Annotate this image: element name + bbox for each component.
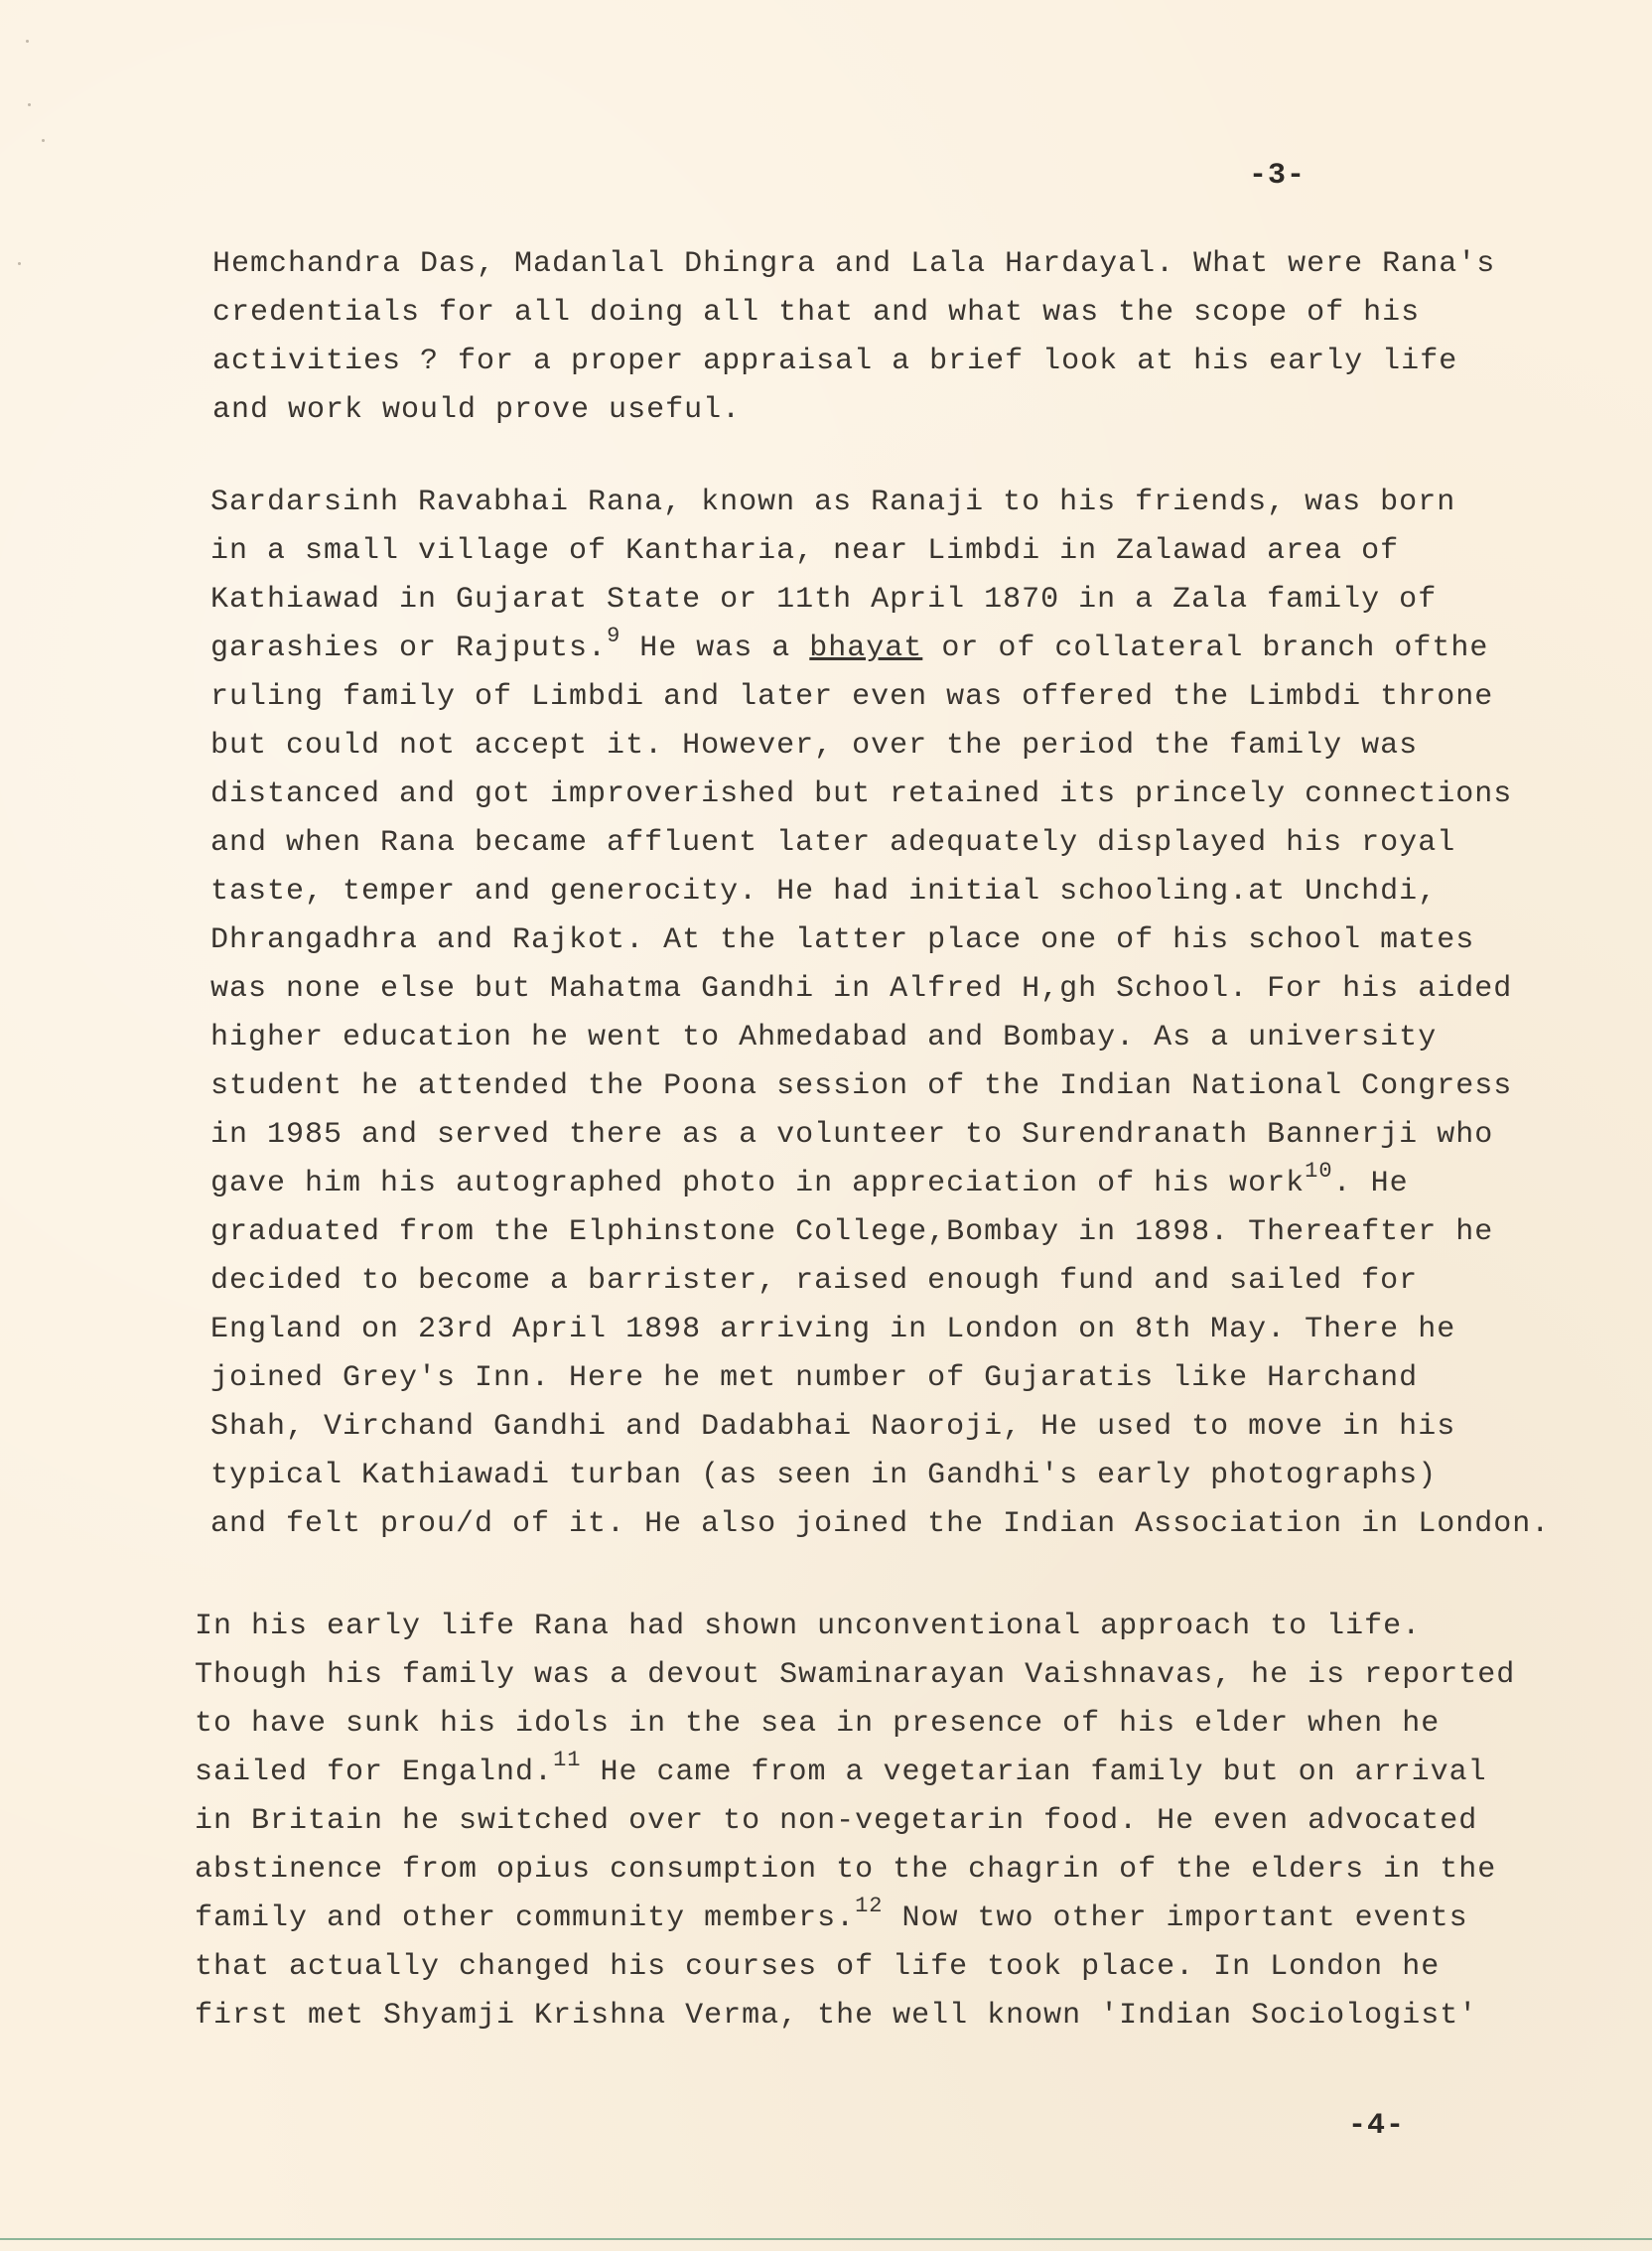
- text-segment: He was a: [620, 632, 810, 665]
- paragraph-2: [210, 479, 1600, 1549]
- text-line-with-footnote: [210, 1160, 1600, 1208]
- text-line: Though his family was a devout Swaminarayan Vaishnavas, he is reported: [195, 1658, 1516, 1692]
- text-line: decided to become a barrister, raised enough fund and sailed for: [210, 1264, 1419, 1298]
- text-line: first met Shyamji Krishna Verma, the well known 'Indian Sociologist': [195, 1999, 1478, 2033]
- paragraph-3: [195, 1603, 1584, 2040]
- text-segment: Now two other important events: [883, 1901, 1468, 1935]
- text-line: abstinence from opius consumption to the chagrin of the elders in the: [195, 1853, 1497, 1887]
- text-segment: or of collateral branch ofthe: [922, 632, 1489, 665]
- text-segment: . He: [1332, 1167, 1409, 1200]
- page-number-top: -3-: [1249, 159, 1307, 193]
- text-line: typical Kathiawadi turban (as seen in Gandhi's early photographs): [210, 1459, 1438, 1492]
- text-segment: family and other community members.: [195, 1901, 856, 1935]
- text-segment: He came from a vegetarian family but on arrival: [581, 1756, 1487, 1789]
- text-line: credentials for all doing all that and what was the scope of his: [212, 296, 1421, 330]
- text-line-with-footnote: [210, 625, 1600, 673]
- text-line: and felt prou/d of it. He also joined the Indian Association in London.: [210, 1507, 1551, 1541]
- text-line: Sardarsinh Ravabhai Rana, known as Ranaji to his friends, was born: [210, 486, 1456, 519]
- text-line: in a small village of Kantharia, near Limbdi in Zalawad area of: [210, 534, 1400, 568]
- footnote-marker: 12: [855, 1894, 884, 1918]
- text-line: Dhrangadhra and Rajkot. At the latter place one of his school mates: [210, 923, 1475, 957]
- text-line: but could not accept it. However, over the period the family was: [210, 729, 1419, 763]
- text-line: In his early life Rana had shown unconventional approach to life.: [195, 1610, 1422, 1643]
- text-line: student he attended the Poona session of the Indian National Congress: [210, 1069, 1513, 1103]
- text-line: and when Rana became affluent later adequately displayed his royal: [210, 826, 1456, 860]
- paper-speck: [26, 40, 29, 43]
- text-line: Shah, Virchand Gandhi and Dadabhai Naoroji, He used to move in his: [210, 1410, 1456, 1444]
- text-line: to have sunk his idols in the sea in presence of his elder when he: [195, 1707, 1441, 1741]
- text-line: that actually changed his courses of life took place. In London he: [195, 1950, 1441, 1984]
- text-line: in Britain he switched over to non-vegetarin food. He even advocated: [195, 1804, 1478, 1838]
- text-line: and work would prove useful.: [212, 393, 742, 427]
- text-line: Kathiawad in Gujarat State or 11th April 1870 in a Zala family of: [210, 583, 1438, 617]
- text-segment: gave him his autographed photo in appreciation of his work: [210, 1167, 1306, 1200]
- footnote-marker: 10: [1305, 1159, 1333, 1184]
- paper-speck: [28, 103, 31, 106]
- paper-speck: [42, 139, 45, 142]
- text-line: England on 23rd April 1898 arriving in London on 8th May. There he: [210, 1313, 1456, 1346]
- footnote-marker: 9: [607, 624, 621, 648]
- text-line: graduated from the Elphinstone College,Bombay in 1898. Thereafter he: [210, 1215, 1494, 1249]
- bottom-edge-line: [0, 2238, 1652, 2240]
- text-line: taste, temper and generocity. He had initial schooling.at Unchdi,: [210, 875, 1438, 909]
- text-line: activities ? for a proper appraisal a brief look at his early life: [212, 345, 1458, 378]
- text-line: was none else but Mahatma Gandhi in Alfred H,gh School. For his aided: [210, 972, 1513, 1006]
- text-line: Hemchandra Das, Madanlal Dhingra and Lala Hardayal. What were Rana's: [212, 247, 1496, 281]
- text-line: higher education he went to Ahmedabad and Bombay. As a university: [210, 1021, 1438, 1055]
- underlined-term: bhayat: [809, 632, 923, 665]
- text-line: joined Grey's Inn. Here he met number of Gujaratis like Harchand: [210, 1361, 1419, 1395]
- page-number-bottom: -4-: [1348, 2109, 1406, 2143]
- footnote-marker: 11: [553, 1748, 582, 1772]
- text-line: distanced and got improverished but retained its princely connections: [210, 777, 1513, 811]
- text-line-with-footnote: [195, 1749, 1584, 1797]
- paper-speck: [18, 262, 21, 265]
- text-segment: garashies or Rajputs.: [210, 632, 608, 665]
- text-line-with-footnote: [195, 1895, 1584, 1943]
- text-segment: sailed for Engalnd.: [195, 1756, 554, 1789]
- paragraph-1: [212, 240, 1602, 435]
- text-line: ruling family of Limbdi and later even was offered the Limbdi throne: [210, 680, 1494, 714]
- text-line: in 1985 and served there as a volunteer to Surendranath Bannerji who: [210, 1118, 1494, 1152]
